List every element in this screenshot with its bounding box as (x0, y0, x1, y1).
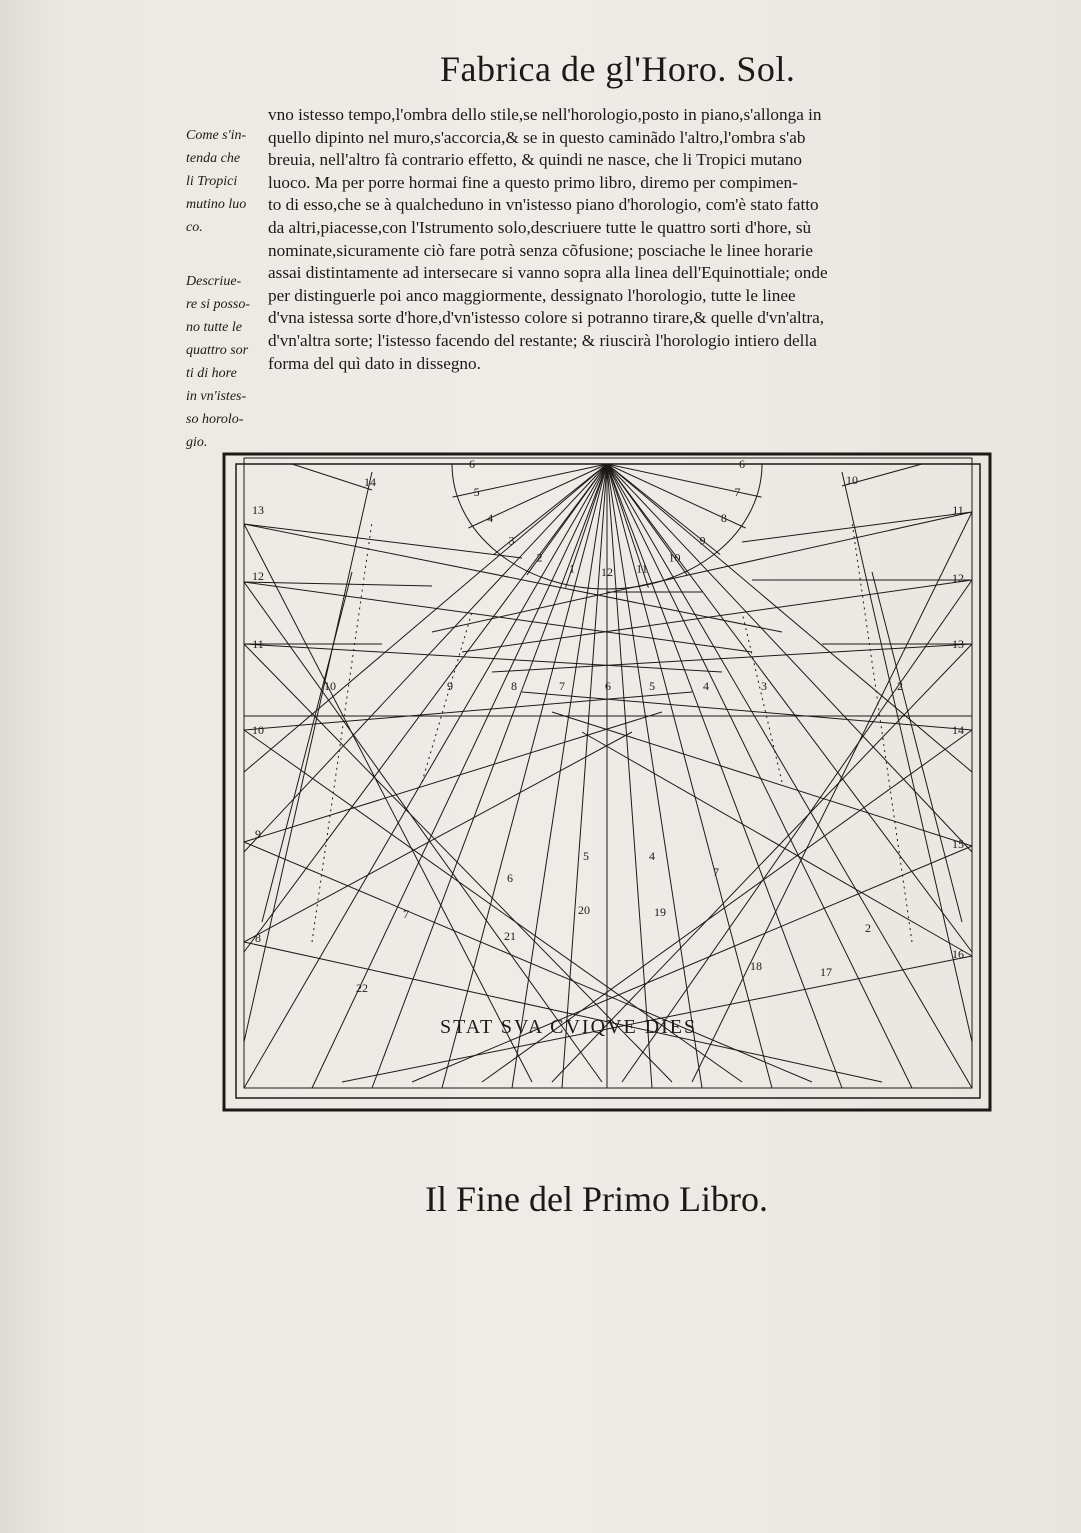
right-edge-label: 13 (952, 637, 964, 651)
semicircle-hour-label: 7 (734, 484, 741, 499)
diagonal-line (244, 524, 532, 1082)
margin-note-line: mutino luo (186, 197, 247, 212)
dotted-line (742, 612, 782, 782)
right-edge-label: 16 (952, 947, 964, 961)
body-line: da altri,piacesse,con l'Istrumento solo,descriuere tutte le quattro sorti d'hore, sù (268, 217, 812, 237)
lower-label: 4 (649, 849, 655, 863)
margin-note-line: co. (186, 220, 203, 235)
bottom-label: 19 (654, 905, 666, 919)
fan-line (512, 464, 607, 1088)
body-line: forma del quì dato in dissegno. (268, 353, 481, 373)
fan-line (607, 464, 702, 1088)
semicircle-hour-label: 11 (636, 561, 648, 576)
body-line: breuia, nell'altro fà contrario effetto, & quindi ne nasce, che li Tropici mutano (268, 150, 803, 170)
sundial-diagram (222, 452, 992, 1112)
lower-label: 7 (403, 907, 409, 921)
equinoctial-label: 2 (897, 679, 903, 693)
body-line: luoco. Ma per porre hormai fine a questo primo libro, diremo per compimen- (268, 172, 798, 192)
diagonal-line (244, 582, 602, 1082)
body-line: d'vn'altra sorte; l'istesso facendo del restante; & riuscirà l'horologio intiero della (268, 330, 817, 350)
diagonal-line (244, 712, 662, 842)
dial-motto: STAT SVA CVIQVE DIES (440, 1016, 698, 1038)
left-edge-label: 8 (255, 931, 261, 945)
semicircle-hour-label: 2 (536, 550, 543, 565)
left-edge-label: 12 (252, 569, 264, 583)
right-edge-label: 11 (952, 503, 964, 517)
bottom-label: 18 (750, 959, 762, 973)
semicircle-hour-label: 1 (569, 561, 576, 576)
diagonal-line (462, 580, 972, 652)
fan-line (607, 464, 842, 1088)
margin-note-line: tenda che (186, 151, 241, 166)
top-stroke (292, 464, 372, 490)
semicircle-hour-label: 9 (699, 533, 706, 548)
margin-note-line: quattro sor (186, 343, 249, 358)
fan-line (244, 464, 607, 1088)
right-edge-label: 12 (952, 571, 964, 585)
body-line: d'vna istessa sorte d'hore,d'vn'istesso colore si potranno tirare,& quelle d'vn'altra, (268, 308, 825, 328)
horizontal-line-13 (244, 524, 522, 558)
equinoctial-label: 3 (761, 679, 767, 693)
equinoctial-label: 5 (649, 679, 655, 693)
margin-note-line: in vn'istes- (186, 389, 247, 404)
diagonal-line (432, 512, 972, 632)
equinoctial-label: 9 (447, 679, 453, 693)
body-line: assai distintamente ad intersecare si vanno sopra alla linea dell'Equinottiale; onde (268, 263, 828, 283)
diagonal-line (244, 732, 632, 942)
inner-border (244, 458, 972, 1088)
fan-line (562, 464, 607, 1088)
body-line: per distinguerle poi anco maggiormente, dessignato l'horologio, tutte le linee (268, 285, 796, 305)
semicircle-hour-label: 5 (473, 484, 480, 499)
equinoctial-label: 6 (605, 679, 611, 693)
lower-label: 2 (865, 921, 871, 935)
semicircle-hour-label: 8 (720, 511, 727, 525)
margin-note-line: re si posso- (186, 297, 251, 312)
margin-note-line: Descriue- (186, 274, 242, 289)
body-line: to di esso,che se à qualcheduno in vn'istesso piano d'horologio, com'è stato fatto (268, 195, 819, 215)
semicircle-hour-label: 3 (508, 533, 515, 548)
fan-line (607, 464, 652, 1088)
diagonal-line (244, 644, 722, 672)
middle-border (236, 464, 980, 1098)
semicircle-hour-label: 6 (469, 457, 475, 471)
margin-note-line: li Tropici (186, 174, 238, 189)
lower-label: 6 (507, 871, 513, 885)
dotted-line (852, 522, 912, 942)
right-edge-label: 14 (952, 723, 964, 737)
body-line: nominate,sicuramente ciò fare potrà senza cõfusione; posciache le linee horarie (268, 240, 813, 260)
right-edge-label: 15 (952, 837, 964, 851)
body-line: quello dipinto nel muro,s'accorcia,& se in questo caminãdo l'altro,l'ombra s'ab (268, 127, 806, 147)
dotted-line (312, 522, 372, 942)
fan-line (607, 464, 912, 1088)
diagonal-line (552, 712, 972, 846)
diagonal-line (244, 942, 882, 1082)
equinoctial-label: 7 (559, 679, 565, 693)
fan-line (442, 464, 607, 1088)
dotted-line (422, 612, 472, 782)
semicircle-hour-label: 4 (487, 511, 494, 525)
fan-line (607, 464, 772, 1088)
lower-label: 7 (713, 865, 719, 879)
left-edge-label: 11 (252, 637, 264, 651)
fan-line (244, 464, 607, 952)
bottom-label: 20 (578, 903, 590, 917)
equinoctial-label: 4 (703, 679, 709, 693)
diagonal-line (244, 842, 812, 1082)
left-edge-label: 13 (252, 503, 264, 517)
end-of-book-title: Il Fine del Primo Libro. (425, 1179, 768, 1219)
body-line: vno istesso tempo,l'ombra dello stile,se nell'horologio,posto in piano,s'allonga in (268, 105, 822, 124)
margin-note-tropics (186, 124, 272, 239)
fan-line (372, 464, 607, 1088)
bottom-label: 21 (504, 929, 516, 943)
fan-line (607, 464, 972, 952)
sundial-svg (222, 452, 992, 1112)
equinoctial-label: 8 (511, 679, 517, 693)
running-header: Fabrica de gl'Horo. Sol. (440, 49, 796, 89)
equinoctial-label: 10 (324, 679, 336, 693)
margin-note-line: ti di hore (186, 366, 237, 381)
diagonal-line (622, 580, 972, 1082)
semicircle-hour-label: 10 (668, 550, 681, 565)
margin-note-line: Come s'in- (186, 128, 247, 143)
side-line (262, 572, 352, 922)
top-label: 14 (364, 475, 376, 489)
left-edge-label: 10 (252, 723, 264, 737)
body-paragraph (268, 104, 1003, 375)
bottom-label: 22 (356, 981, 368, 995)
semicircle-hour-label: 6 (739, 457, 745, 471)
lower-label: 5 (583, 849, 589, 863)
semicircle-hour-label: 12 (601, 565, 613, 579)
margin-note-line: so horolo- (186, 412, 244, 427)
top-label: 10 (846, 473, 858, 487)
margin-note-hours (186, 270, 272, 454)
bottom-label: 17 (820, 965, 832, 979)
left-edge-label: 9 (255, 827, 261, 841)
fan-line (607, 464, 972, 1088)
margin-note-line: no tutte le (186, 320, 242, 335)
margin-note-line: gio. (186, 435, 208, 450)
